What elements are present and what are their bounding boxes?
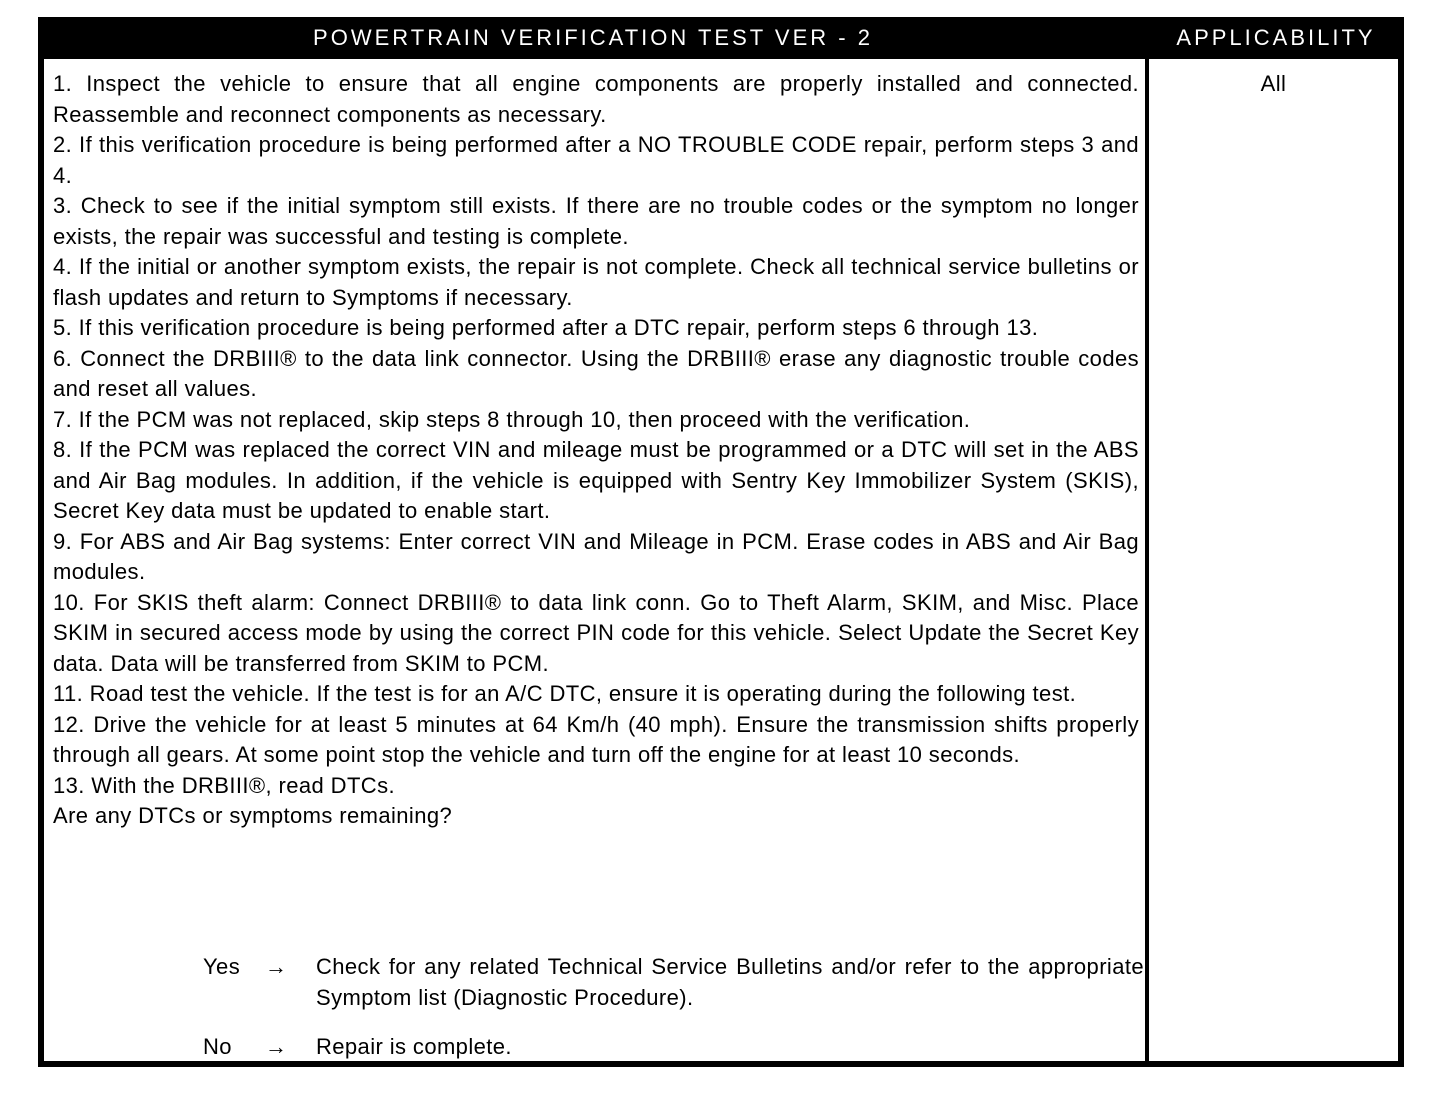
- answer-yes-label: Yes: [203, 954, 241, 979]
- step-12: 12. Drive the vehicle for at least 5 minutes at 64 Km/h (40 mph). Ensure the transmission shifts properly through all gears. At some point stop the vehicle and turn off the engine for at least 10 seconds.: [53, 711, 1139, 767]
- verification-table: [38, 17, 1404, 1067]
- procedure-steps: [53, 69, 1139, 832]
- step-6: 6. Connect the DRBIII® to the data link connector. Using the DRBIII® erase any diagnostic trouble codes and reset all values.: [53, 345, 1139, 401]
- step-3: 3. Check to see if the initial symptom still exists. If there are no trouble codes or the symptom no longer exists, the repair was successful and testing is complete.: [53, 193, 1139, 249]
- answer-yes-text: Check for any related Technical Service Bulletins and/or refer to the appropriate Symptom list (Diagnostic Procedure).: [316, 954, 1144, 1010]
- answer-no: [44, 1032, 1139, 1112]
- step-13: 13. With the DRBIII®, read DTCs.: [53, 772, 395, 798]
- right-arrow-icon: →: [265, 954, 288, 979]
- right-arrow-icon: →: [265, 1034, 288, 1059]
- remaining-question: Are any DTCs or symptoms remaining?: [53, 803, 453, 828]
- step-4: 4. If the initial or another symptom exists, the repair is not complete. Check all technical service bulletins or flash updates and return to Symptoms if necessary.: [53, 254, 1139, 310]
- step-2: 2. If this verification procedure is being performed after a NO TROUBLE CODE repair, perform steps 3 and 4.: [53, 132, 1139, 188]
- answer-branches: [44, 952, 1144, 1112]
- answer-yes: [44, 952, 1144, 1032]
- answer-no-label: No: [203, 1034, 232, 1059]
- applicability-value: All: [1260, 71, 1287, 96]
- step-10: 10. For SKIS theft alarm: Connect DRBIII® to data link conn. Go to Theft Alarm, SKIM, and Misc. Place SKIM in secured access mode by using the correct PIN code for this vehicle. Select Update the Secret Key data. Data will be transferred from SKIM to PCM.: [53, 589, 1139, 676]
- test-title: POWERTRAIN VERIFICATION TEST VER - 2: [313, 25, 873, 50]
- table-header: [38, 17, 1404, 57]
- procedure-cell: [44, 59, 1145, 1061]
- applicability-heading: APPLICABILITY: [1176, 25, 1376, 50]
- step-7: 7. If the PCM was not replaced, skip steps 8 through 10, then proceed with the verification.: [53, 406, 971, 432]
- applicability-cell: [1149, 59, 1398, 1061]
- answer-no-text: Repair is complete.: [316, 1034, 512, 1059]
- step-11: 11. Road test the vehicle. If the test is for an A/C DTC, ensure it is operating during the following test.: [53, 681, 1077, 706]
- step-1: 1. Inspect the vehicle to ensure that all engine components are properly installed and connected. Reassemble and reconnect components as necessary.: [53, 71, 1139, 127]
- step-5: 5. If this verification procedure is being performed after a DTC repair, perform steps 6 through 13.: [53, 315, 1039, 340]
- step-9: 9. For ABS and Air Bag systems: Enter correct VIN and Mileage in PCM. Erase codes in ABS and Air Bag modules.: [53, 528, 1139, 584]
- step-8: 8. If the PCM was replaced the correct VIN and mileage must be programmed or a DTC will set in the ABS and Air Bag modules. In addition, if the vehicle is equipped with Sentry Key Immobilizer System (SKIS), Secret Key data must be updated to enable start.: [53, 437, 1139, 523]
